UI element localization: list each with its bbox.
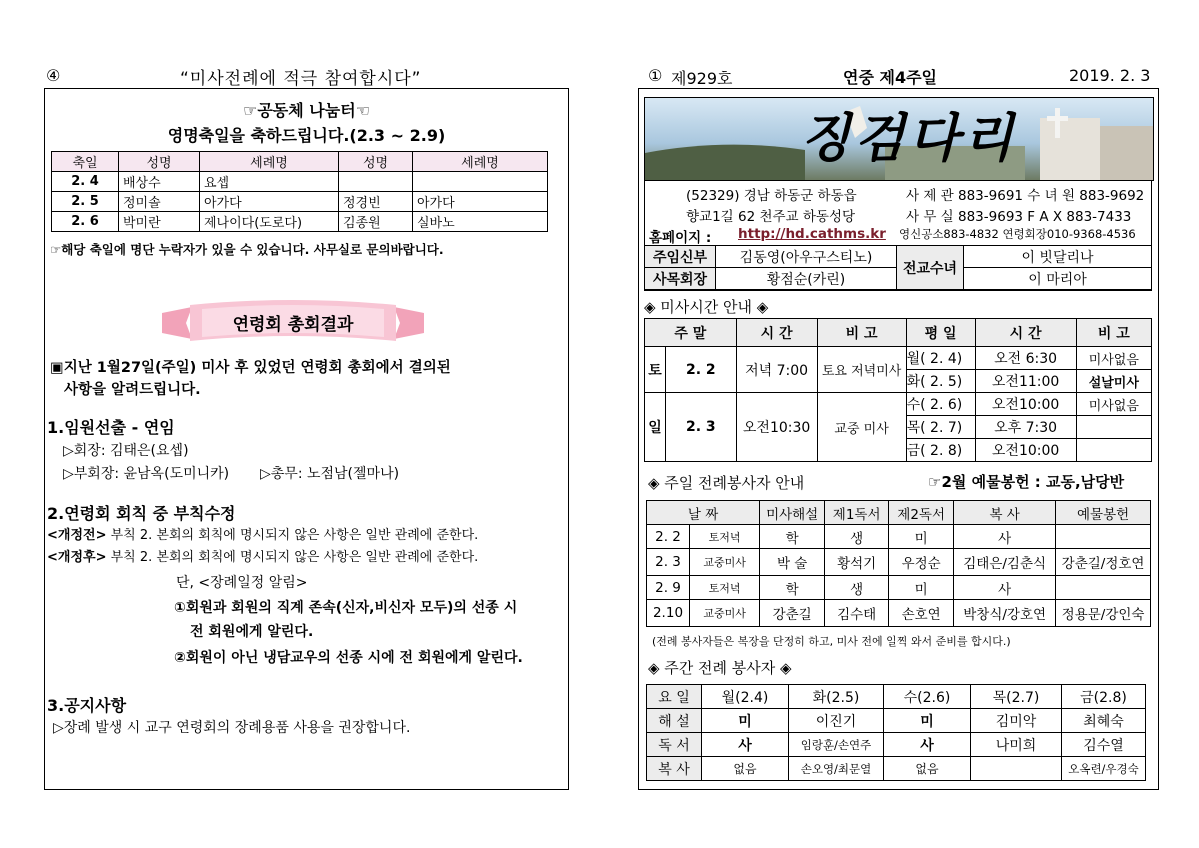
section2-after-text: 부칙 2. 본회의 회칙에 명시되지 않은 사항은 일반 관례에 준한다. [106, 550, 479, 565]
feast-row [52, 172, 548, 192]
mass-header: 비 고 [817, 319, 906, 347]
liturgy-cell: 미 [889, 576, 954, 600]
weekly-cell: 임랑훈/손연주 [789, 733, 884, 757]
weekend-time: 오전10:30 [736, 393, 817, 462]
section1-title: 1.임원선출 - 연임 [47, 418, 175, 437]
intro-line-2: 사항을 알려드립니다. [64, 382, 201, 398]
weekly-cell: 손오영/최문열 [789, 757, 884, 781]
feast-cell: 정미솔 [119, 192, 200, 212]
section2-item2: ②회원이 아닌 냉담교우의 선종 시에 전 회원에게 알린다. [174, 650, 523, 666]
offering-notice: ☞2월 예물봉헌 : 교동,남당반 [928, 473, 1125, 491]
weekly-header: 화(2.5) [789, 685, 884, 709]
liturgy-kind: 교중미사 [690, 549, 760, 576]
liturgical-week: 연중 제4주일 [843, 68, 937, 87]
weekly-header: 수(2.6) [884, 685, 971, 709]
feast-cell [413, 172, 548, 192]
feast-cell [339, 172, 413, 192]
liturgy-cell [1056, 525, 1151, 549]
weekly-cell: 미 [884, 709, 971, 733]
feast-cell: 2. 6 [52, 212, 119, 232]
weekly-header: 월(2.4) [702, 685, 789, 709]
mass-row [645, 347, 1152, 370]
weekday-day: 수( 2. 6) [906, 393, 975, 416]
feast-header: 세례명 [200, 152, 339, 172]
liturgy-cell: 강춘길 [760, 600, 825, 627]
feast-cell: 박미란 [119, 212, 200, 232]
weekly-role: 복 사 [647, 757, 702, 781]
weekday-time: 오전10:00 [975, 393, 1076, 416]
section2-after [47, 546, 478, 565]
left-page-number: ④ [46, 66, 61, 85]
liturgy-date: 2. 3 [647, 549, 690, 576]
weekend-time: 저녁 7:00 [736, 347, 817, 393]
weekly-row [647, 709, 1146, 733]
weekly-cell: 미 [702, 709, 789, 733]
weekday-note [1076, 416, 1151, 439]
feast-row [52, 212, 548, 232]
liturgy-cell: 우정순 [889, 549, 954, 576]
feast-cell: 2. 5 [52, 192, 119, 212]
section1-line2: ▷부회장: 윤남옥(도미니카) [63, 466, 230, 482]
weekly-cell: 없음 [702, 757, 789, 781]
homepage-link[interactable]: http://hd.cathms.kr [738, 226, 886, 242]
feast-cell: 요셉 [200, 172, 339, 192]
liturgy-cell: 사 [954, 576, 1056, 600]
liturgy-cell: 박창식/강호연 [954, 600, 1056, 627]
feast-header: 성명 [339, 152, 413, 172]
liturgy-kind: 토저녁 [690, 576, 760, 600]
liturgy-title: ◈ 주일 전례봉사자 안내 [648, 474, 805, 492]
weekly-table [646, 684, 1146, 781]
liturgy-row [647, 576, 1151, 600]
weekly-cell: 김수열 [1062, 733, 1146, 757]
mass-time-table [644, 318, 1152, 462]
banner-title: 연령회 총회결과 [232, 315, 354, 335]
liturgy-table [646, 500, 1151, 627]
liturgy-header: 복 사 [954, 501, 1056, 525]
liturgy-header: 미사해설 [760, 501, 825, 525]
feast-row [52, 192, 548, 212]
liturgy-date: 2. 9 [647, 576, 690, 600]
pastor-name: 김동영(아우구스티노) [716, 246, 897, 268]
feast-header: 세례명 [413, 152, 548, 172]
staff-row [645, 246, 1152, 268]
liturgy-header: 제2독서 [889, 501, 954, 525]
liturgy-header: 제1독서 [825, 501, 889, 525]
liturgy-cell: 사 [954, 525, 1056, 549]
liturgy-cell: 김수태 [825, 600, 889, 627]
liturgy-cell: 김태은/김춘식 [954, 549, 1056, 576]
feast-table [51, 151, 548, 232]
intro-line-1: ▣지난 1월27일(주일) 미사 후 있었던 연령회 총회에서 결의된 [50, 360, 451, 376]
weekly-cell [971, 757, 1062, 781]
council-name: 황점순(카린) [716, 268, 897, 290]
contact-line2: 사 무 실 883-9693 F A X 883-7433 [906, 209, 1132, 225]
section1-line3: ▷총무: 노점남(젤마나) [260, 466, 400, 482]
feast-header-row [52, 152, 548, 172]
weekday-day: 목( 2. 7) [906, 416, 975, 439]
address-line1: (52329) 경남 하동군 하동읍 [686, 188, 857, 204]
weekly-role: 독 서 [647, 733, 702, 757]
section2-after-label: <개정후> [47, 550, 107, 565]
weekly-title: ◈ 주간 전례 봉사자 ◈ [648, 659, 792, 677]
feast-cell: 아가다 [200, 192, 339, 212]
weekday-day: 금( 2. 8) [906, 439, 975, 462]
staff-table [644, 245, 1152, 290]
feast-note: ☞해당 축일에 명단 누락자가 있을 수 있습니다. 사무실로 문의바랍니다. [50, 242, 444, 257]
mass-header: 시 간 [975, 319, 1076, 347]
mass-row [645, 393, 1152, 416]
liturgy-row [647, 525, 1151, 549]
section2-before-label: <개정전> [47, 528, 107, 543]
weekday-note [1076, 439, 1151, 462]
weekly-cell: 이진기 [789, 709, 884, 733]
liturgy-cell: 생 [825, 525, 889, 549]
mass-header-row [645, 319, 1152, 347]
liturgy-row [647, 600, 1151, 627]
mass-header: 시 간 [736, 319, 817, 347]
mass-header: 주 말 [645, 319, 737, 347]
mass-header: 평 일 [906, 319, 975, 347]
liturgy-cell: 생 [825, 576, 889, 600]
contact-line3: 영신공소883-4832 연령회장010-9368-4536 [899, 227, 1136, 241]
feast-cell: 김종원 [339, 212, 413, 232]
sister-label: 전교수녀 [897, 246, 964, 290]
address-line2: 향교1길 62 천주교 하동성당 [686, 209, 856, 225]
weekly-cell: 최혜숙 [1062, 709, 1146, 733]
liturgy-date: 2.10 [647, 600, 690, 627]
weekday-note: 미사없음 [1076, 393, 1151, 416]
weekday-time: 오후 7:30 [975, 416, 1076, 439]
weekly-header: 목(2.7) [971, 685, 1062, 709]
feast-header: 성명 [119, 152, 200, 172]
contact-line1: 사 제 관 883-9691 수 녀 원 883-9692 [906, 188, 1145, 204]
liturgy-header: 날 짜 [647, 501, 760, 525]
weekly-cell: 없음 [884, 757, 971, 781]
section2-item1b: 전 회원에게 알린다. [190, 624, 314, 640]
masthead-title: 징검다리 [800, 108, 1017, 169]
section3-line1: ▷장례 발생 시 교구 연령회의 장례용품 사용을 권장합니다. [53, 720, 411, 736]
liturgy-header: 예물봉헌 [1056, 501, 1151, 525]
liturgy-kind: 교중미사 [690, 600, 760, 627]
weekend-date: 2. 2 [666, 347, 737, 393]
weekday-time: 오전11:00 [975, 370, 1076, 393]
weekday-day: 월( 2. 4) [906, 347, 975, 370]
weekend-day: 토 [645, 347, 666, 393]
liturgy-cell: 손호연 [889, 600, 954, 627]
liturgy-cell: 학 [760, 525, 825, 549]
weekday-day: 화( 2. 5) [906, 370, 975, 393]
weekday-time: 오전 6:30 [975, 347, 1076, 370]
mass-time-title: ◈ 미사시간 안내 ◈ [644, 298, 769, 316]
sister-name-1: 이 빗달리나 [964, 246, 1152, 268]
section2-before [47, 524, 478, 543]
weekend-note: 토요 저녁미사 [817, 347, 906, 393]
liturgy-cell: 미 [889, 525, 954, 549]
liturgy-cell: 정용문/강인숙 [1056, 600, 1151, 627]
feast-cell: 아가다 [413, 192, 548, 212]
section2-before-text: 부칙 2. 본회의 회칙에 명시되지 않은 사항은 일반 관례에 준한다. [106, 528, 479, 543]
liturgy-cell [1056, 576, 1151, 600]
feast-cell: 배상수 [119, 172, 200, 192]
sister-name-2: 이 마리아 [964, 268, 1152, 290]
weekday-note: 설날미사 [1076, 370, 1151, 393]
weekly-cell: 김미악 [971, 709, 1062, 733]
section3-title: 3.공지사항 [47, 696, 127, 715]
left-header-quote: “미사전례에 적극 참여합시다” [180, 69, 422, 89]
weekly-cell: 사 [884, 733, 971, 757]
feast-cell: 2. 4 [52, 172, 119, 192]
liturgy-date: 2. 2 [647, 525, 690, 549]
pastor-label: 주임신부 [645, 246, 716, 268]
weekend-note: 교중 미사 [817, 393, 906, 462]
section1-line1: ▷회장: 김태은(요셉) [63, 443, 189, 459]
issue-number: 제929호 [671, 69, 733, 88]
weekly-role: 해 설 [647, 709, 702, 733]
liturgy-kind: 토저녁 [690, 525, 760, 549]
weekday-note: 미사없음 [1076, 347, 1151, 370]
section2-item1a: ①회원과 회원의 직계 존속(신자,비신자 모두)의 선종 시 [174, 600, 518, 616]
weekly-cell: 사 [702, 733, 789, 757]
weekly-row [647, 757, 1146, 781]
homepage-label: 홈페이지 : [649, 230, 712, 246]
council-label: 사목회장 [645, 268, 716, 290]
weekly-header-row [647, 685, 1146, 709]
liturgy-cell: 황석기 [825, 549, 889, 576]
liturgy-row [647, 549, 1151, 576]
weekend-day: 일 [645, 393, 666, 462]
community-title: ☞공동체 나눔터☜ [243, 101, 370, 120]
feast-header: 축일 [52, 152, 119, 172]
weekly-row [647, 733, 1146, 757]
feast-cell: 정경빈 [339, 192, 413, 212]
right-page-number: ① [648, 66, 663, 85]
issue-date: 2019. 2. 3 [1069, 66, 1151, 85]
weekly-header: 금(2.8) [1062, 685, 1146, 709]
weekend-date: 2. 3 [666, 393, 737, 462]
liturgy-note: (전례 봉사자들은 복장을 단정히 하고, 미사 전에 일찍 와서 준비를 합시다.) [652, 635, 1011, 648]
feast-title: 영명축일을 축하드립니다.(2.3 ~ 2.9) [167, 126, 446, 145]
weekly-cell: 오옥련/우경숙 [1062, 757, 1146, 781]
liturgy-cell: 학 [760, 576, 825, 600]
weekly-header: 요 일 [647, 685, 702, 709]
section2-dan: 단, <장례일정 알림> [176, 575, 308, 591]
liturgy-cell: 강춘길/정호연 [1056, 549, 1151, 576]
feast-cell: 실바노 [413, 212, 548, 232]
section2-title: 2.연령회 회칙 중 부칙수정 [47, 504, 236, 523]
liturgy-header-row [647, 501, 1151, 525]
feast-cell: 제나이다(도로다) [200, 212, 339, 232]
liturgy-cell: 박 술 [760, 549, 825, 576]
weekday-time: 오전10:00 [975, 439, 1076, 462]
weekly-cell: 나미희 [971, 733, 1062, 757]
mass-header: 비 고 [1076, 319, 1151, 347]
